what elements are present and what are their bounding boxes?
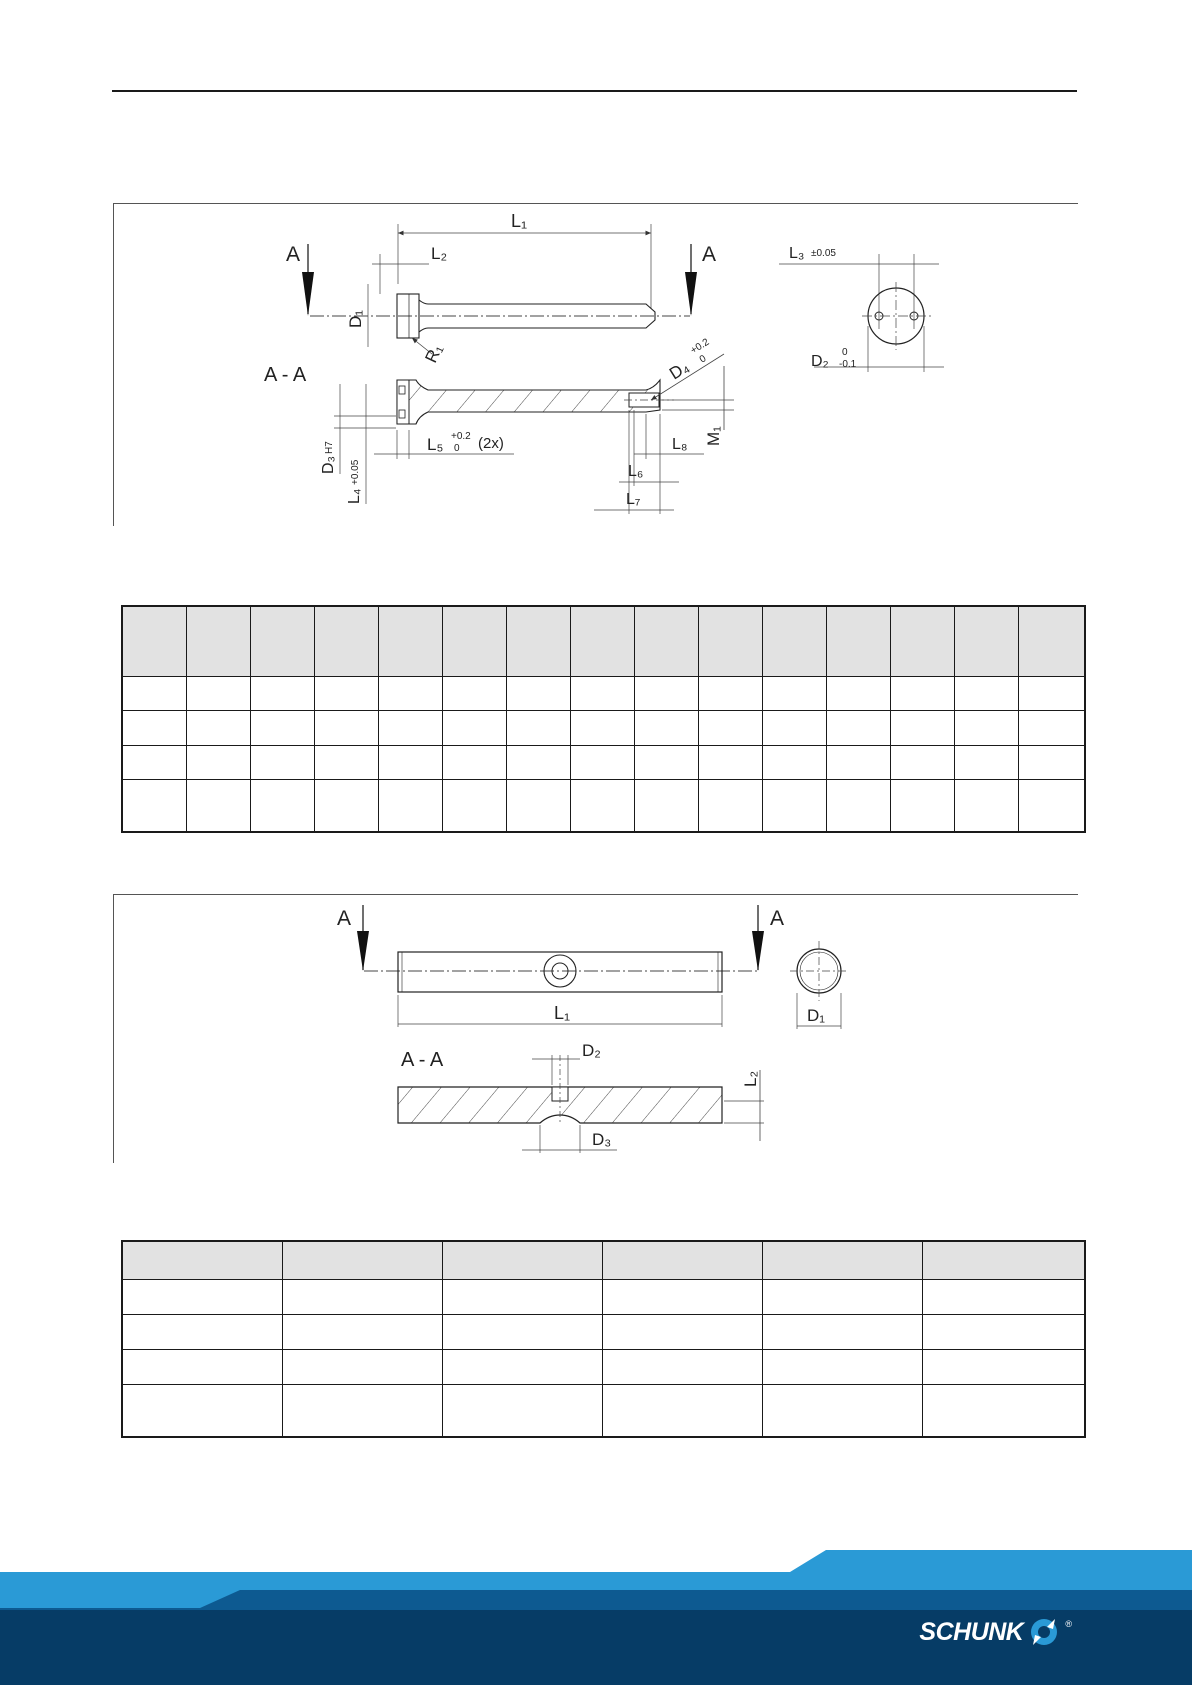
table-cell	[922, 1349, 1085, 1384]
table-cell	[826, 780, 890, 832]
dim-L8: L₈	[672, 436, 688, 453]
table-cell	[890, 780, 954, 832]
dim-L2: L₂	[431, 244, 448, 263]
dim-D3: D₃	[592, 1130, 612, 1149]
table-cell	[506, 745, 570, 780]
table-cell	[890, 711, 954, 746]
header-cell	[634, 606, 698, 676]
table-cell	[762, 676, 826, 711]
table-cell	[506, 711, 570, 746]
dim-D2-tol-upper: 0	[842, 347, 848, 358]
header-rule	[112, 90, 1077, 92]
table-cell	[698, 711, 762, 746]
table-cell	[570, 711, 634, 746]
table-cell	[762, 1279, 922, 1314]
table-cell	[442, 1349, 602, 1384]
table-cell	[1018, 676, 1085, 711]
table-cell	[922, 1279, 1085, 1314]
dim-L1: L₁	[554, 1003, 571, 1023]
table-row	[122, 676, 1085, 711]
logo-registered-mark: ®	[1065, 1619, 1072, 1629]
header-cell	[762, 1241, 922, 1279]
table-cell	[442, 711, 506, 746]
table-cell	[762, 1384, 922, 1437]
section-mark-right: A	[770, 907, 785, 930]
table-cell	[250, 745, 314, 780]
table-cell	[442, 676, 506, 711]
drawing-ejector-pin	[113, 203, 1078, 526]
table-cell	[826, 745, 890, 780]
table-cell	[506, 676, 570, 711]
table-cell	[634, 676, 698, 711]
section-view-label: A - A	[401, 1049, 444, 1071]
dim-L5-note: (2x)	[478, 435, 504, 452]
table-cell	[282, 1349, 442, 1384]
dim-L2: L₂	[741, 1070, 760, 1087]
table-cell	[954, 676, 1018, 711]
dim-D2: D₂	[582, 1041, 601, 1060]
header-cell	[762, 606, 826, 676]
dim-D1: D₁	[346, 309, 365, 328]
header-cell	[698, 606, 762, 676]
dimensions-table-1	[121, 605, 1086, 833]
table-cell	[122, 780, 186, 832]
table-cell	[122, 1279, 282, 1314]
table-cell	[442, 1314, 602, 1349]
dim-L5: L₅	[427, 435, 444, 454]
dim-D3-tol: H7	[324, 441, 335, 454]
schunk-logo	[919, 1615, 1072, 1649]
table-cell	[378, 711, 442, 746]
table-header-row	[122, 1241, 1085, 1279]
table-cell	[762, 1314, 922, 1349]
dim-D1: D₁	[807, 1006, 826, 1025]
dim-D2-tol-lower: -0.1	[839, 359, 857, 370]
table-cell	[698, 676, 762, 711]
table-cell	[922, 1384, 1085, 1437]
table-cell	[442, 1279, 602, 1314]
table-cell	[1018, 745, 1085, 780]
logo-text: SCHUNK	[919, 1617, 1024, 1646]
table-cell	[314, 676, 378, 711]
table-cell	[922, 1314, 1085, 1349]
table-cell	[282, 1279, 442, 1314]
dim-L5-tol-lower: 0	[454, 443, 460, 454]
table-cell	[314, 745, 378, 780]
header-cell	[250, 606, 314, 676]
header-cell	[506, 606, 570, 676]
dim-L7: L₇	[626, 491, 641, 508]
table-cell	[954, 780, 1018, 832]
table-cell	[282, 1314, 442, 1349]
table-cell	[442, 1384, 602, 1437]
header-cell	[442, 1241, 602, 1279]
table-cell	[314, 711, 378, 746]
dim-L4: L₄	[346, 488, 363, 504]
table-row	[122, 1384, 1085, 1437]
table-cell	[506, 780, 570, 832]
table-cell	[762, 745, 826, 780]
table-cell	[570, 676, 634, 711]
table-cell	[122, 711, 186, 746]
table-cell	[762, 780, 826, 832]
header-cell	[282, 1241, 442, 1279]
table-cell	[250, 676, 314, 711]
table-cell	[250, 780, 314, 832]
table-row	[122, 1349, 1085, 1384]
header-cell	[122, 606, 186, 676]
table-cell	[890, 745, 954, 780]
table-row	[122, 711, 1085, 746]
drawing-bushing	[113, 894, 1078, 1163]
table-cell	[698, 745, 762, 780]
table-cell	[634, 780, 698, 832]
dim-D3: D₃	[320, 455, 337, 474]
table-row	[122, 1314, 1085, 1349]
table-cell	[442, 745, 506, 780]
table-cell	[378, 676, 442, 711]
dim-L4-tol: +0.05	[350, 459, 361, 485]
table-cell	[602, 1384, 762, 1437]
dim-L3: L₃	[789, 245, 805, 262]
table-cell	[1018, 711, 1085, 746]
header-cell	[922, 1241, 1085, 1279]
table-cell	[282, 1384, 442, 1437]
section-view-label: A - A	[264, 364, 307, 386]
dim-L1: L₁	[511, 211, 528, 231]
table-cell	[602, 1314, 762, 1349]
table-cell	[250, 711, 314, 746]
table-cell	[634, 745, 698, 780]
header-cell	[602, 1241, 762, 1279]
table-cell	[122, 1384, 282, 1437]
table-cell	[442, 780, 506, 832]
header-cell	[570, 606, 634, 676]
table-header-row	[122, 606, 1085, 676]
dim-D4-tol-upper: +0.2	[688, 336, 712, 357]
table-cell	[762, 1349, 922, 1384]
table-row	[122, 1279, 1085, 1314]
dim-D4: D₄	[666, 357, 693, 384]
table-cell	[890, 676, 954, 711]
dim-R1: R₁	[421, 341, 447, 366]
table-cell	[954, 745, 1018, 780]
table-cell	[634, 711, 698, 746]
table-cell	[570, 780, 634, 832]
table-cell	[602, 1349, 762, 1384]
table-cell	[762, 711, 826, 746]
dim-D4-tol-lower: 0	[697, 353, 709, 366]
table-row	[122, 745, 1085, 780]
dim-L6: L₆	[628, 463, 644, 480]
table-cell	[570, 745, 634, 780]
table-cell	[954, 711, 1018, 746]
table-cell	[122, 1349, 282, 1384]
table-cell	[602, 1279, 762, 1314]
table-cell	[122, 1314, 282, 1349]
header-cell	[1018, 606, 1085, 676]
header-cell	[442, 606, 506, 676]
dim-M1: M₁	[704, 426, 723, 446]
section-mark-left: A	[286, 243, 301, 266]
table-cell	[314, 780, 378, 832]
table-cell	[378, 745, 442, 780]
header-cell	[954, 606, 1018, 676]
header-cell	[890, 606, 954, 676]
table-cell	[122, 745, 186, 780]
header-cell	[314, 606, 378, 676]
header-cell	[122, 1241, 282, 1279]
dim-D2: D₂	[811, 353, 829, 370]
section-mark-left: A	[337, 907, 352, 930]
logo-swirl-icon	[1027, 1615, 1061, 1649]
table-cell	[186, 745, 250, 780]
table-row	[122, 780, 1085, 832]
table-cell	[698, 780, 762, 832]
table-cell	[186, 676, 250, 711]
table-cell	[1018, 780, 1085, 832]
table-cell	[826, 676, 890, 711]
dim-L5-tol-upper: +0.2	[451, 431, 471, 442]
section-mark-right: A	[702, 243, 717, 266]
table-cell	[186, 780, 250, 832]
dim-L3-tol: ±0.05	[811, 248, 836, 259]
header-cell	[378, 606, 442, 676]
table-cell	[186, 711, 250, 746]
table-cell	[378, 780, 442, 832]
table-cell	[826, 711, 890, 746]
dimensions-table-2	[121, 1240, 1086, 1438]
header-cell	[186, 606, 250, 676]
table-cell	[122, 676, 186, 711]
header-cell	[826, 606, 890, 676]
